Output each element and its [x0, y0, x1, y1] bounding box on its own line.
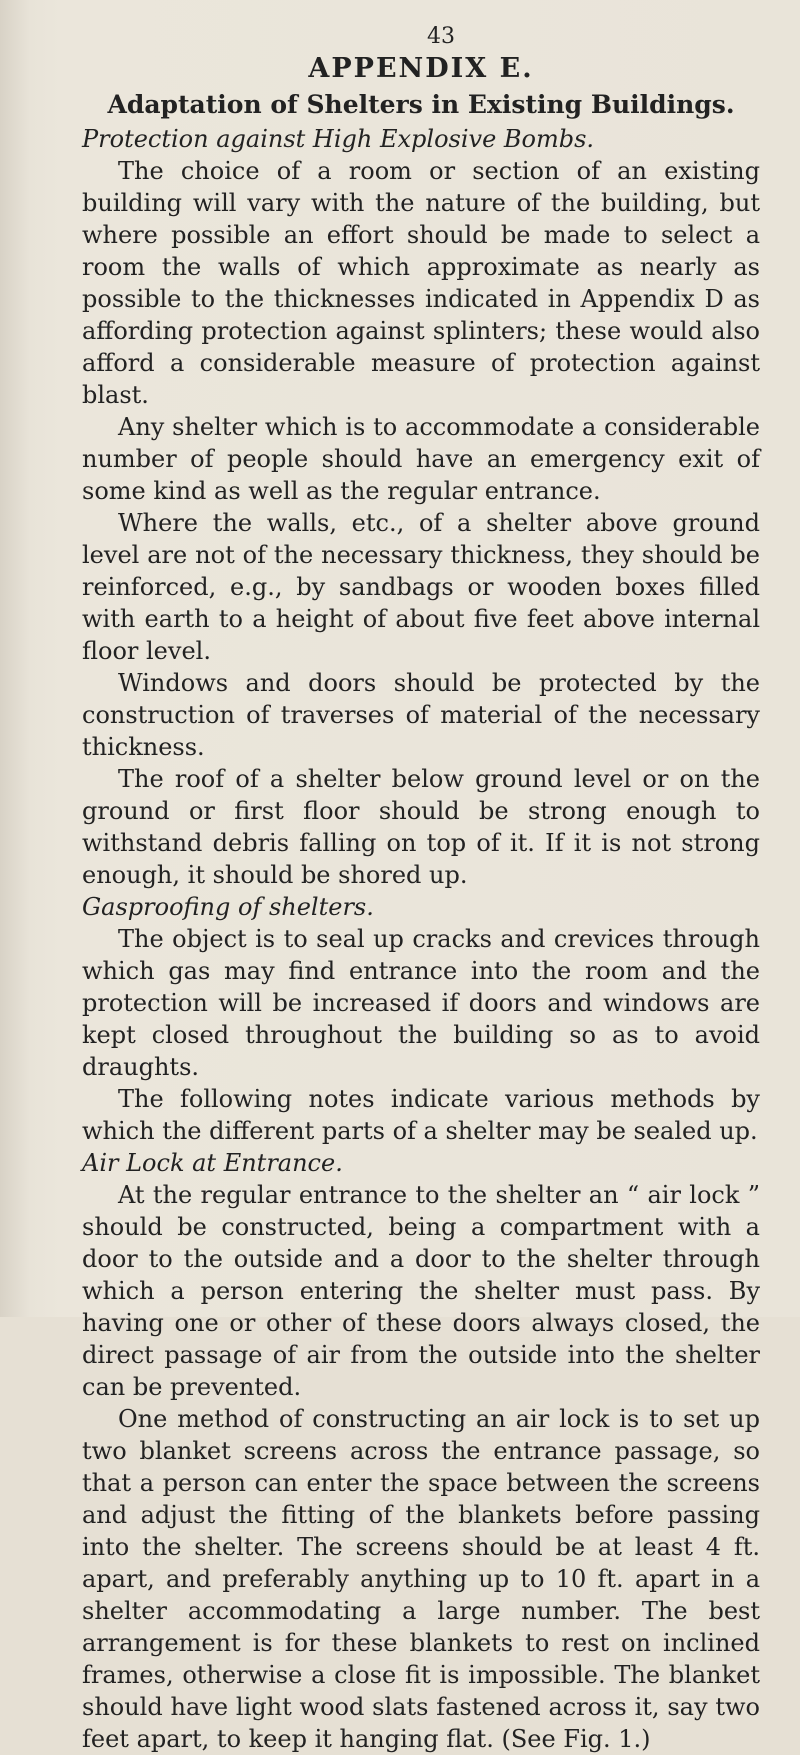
paragraph: The roof of a shelter below ground level or on the ground or first floor should be strong enough to withstand debris falling on top of it. If it is not strong enough, it should be shored up.: [82, 765, 760, 889]
paragraph: Windows and doors should be protected by the construction of traverses of material of the necessary thickness.: [82, 669, 760, 761]
page-number: 43: [427, 24, 455, 49]
paragraph: The choice of a room or section of an existing building will vary with the nature of the building, but where possible an effort should be made to select a room the walls of which approximate as nearly as possible to the thicknesses indicated in Appendix D as affording protection against splinters; these would also afford a considerable measure of protection against blast.: [82, 157, 760, 409]
paragraph: The object is to seal up cracks and crevices through which gas may find entrance into the room and the protection will be increased if doors and windows are kept closed throughout the building so as to avoid draughts.: [82, 925, 760, 1081]
chapter-title: Adaptation of Shelters in Existing Buildings.: [107, 90, 735, 119]
appendix-title: APPENDIX E.: [308, 53, 534, 84]
section-heading-gasproofing: Gasproofing of shelters.: [82, 893, 374, 921]
paragraph: Any shelter which is to accommodate a considerable number of people should have an emergency exit of some kind as well as the regular entrance.: [82, 413, 760, 505]
paragraph: At the regular entrance to the shelter an “ air lock ” should be constructed, being a compartment with a door to the outside and a door to the shelter through which a person entering the shelter must pass. By having one or other of these doors always closed, the direct passage of air from the outside into the shelter can be prevented.: [82, 1181, 760, 1401]
section-heading-air-lock: Air Lock at Entrance.: [82, 1149, 343, 1177]
section-heading-protection: Protection against High Explosive Bombs.: [82, 125, 595, 153]
paragraph: One method of constructing an air lock is to set up two blanket screens across the entrance passage, so that a person can enter the space between the screens and adjust the fitting of the blankets before passing into the shelter. The screens should be at least 4 ft. apart, and preferably anything up to 10 ft. apart in a shelter accommodating a large number. The best arrangement is for these blankets to rest on inclined frames, otherwise a close fit is impossible. The blanket should have light wood slats fastened across it, say two feet apart, to keep it hanging flat. (See Fig. 1.): [82, 1405, 760, 1753]
paragraph: Where the walls, etc., of a shelter above ground level are not of the necessary thickness, they should be reinforced, e.g., by sandbags or wooden boxes filled with earth to a height of about five feet above internal floor level.: [82, 509, 760, 665]
paragraph: The following notes indicate various methods by which the different parts of a shelter may be sealed up.: [82, 1085, 760, 1145]
